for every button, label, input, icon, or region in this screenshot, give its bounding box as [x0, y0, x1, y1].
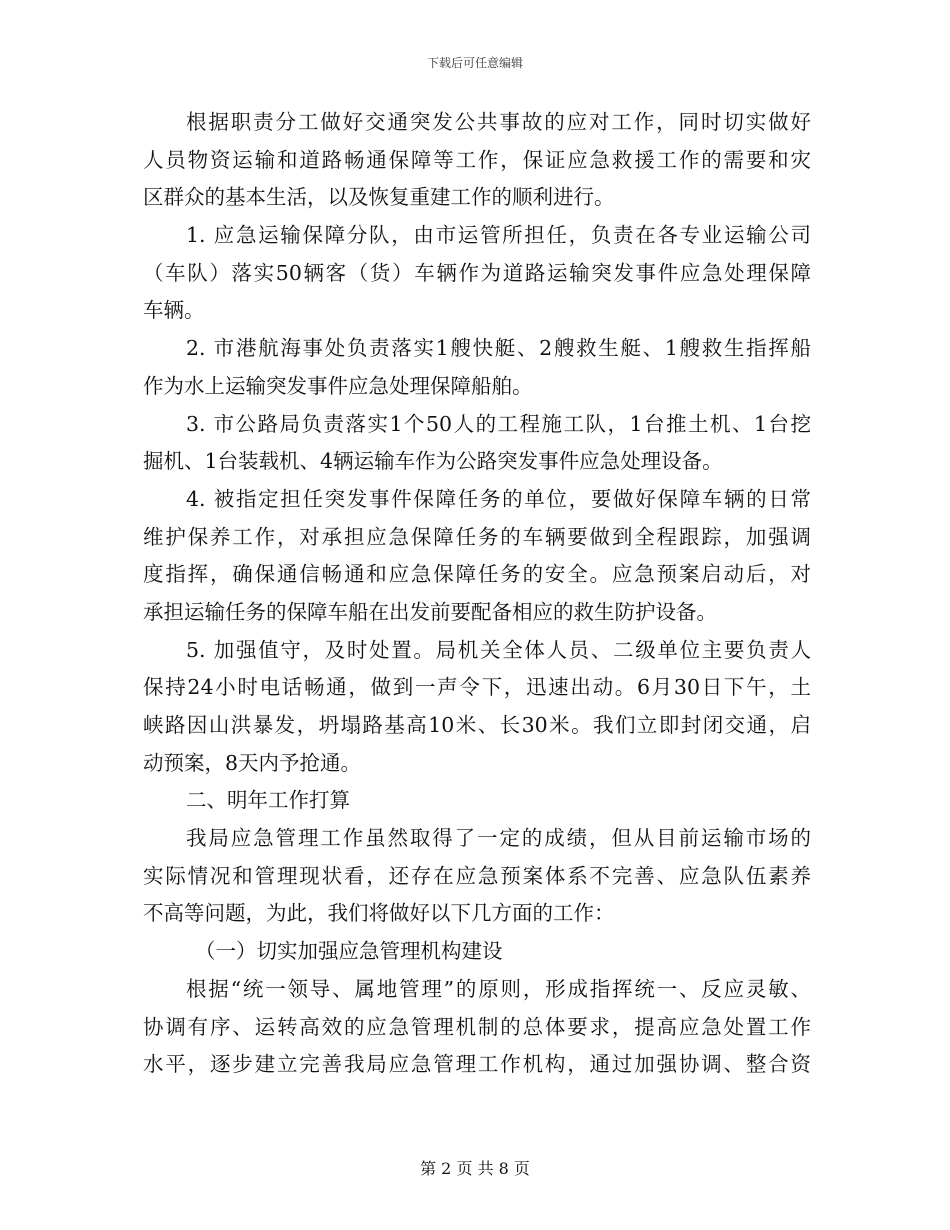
paragraph-line: 4. 被指定担任突发事件保障任务的单位，要做好保障车辆的日常 — [186, 486, 811, 511]
paragraph-line: 不高等问题，为此，我们将做好以下几方面的工作： — [143, 901, 615, 926]
paragraph-line: 区群众的基本生活，以及恢复重建工作的顺利进行。 — [143, 185, 615, 210]
paragraph-line: 根据职责分工做好交通突发公共事故的应对工作，同时切实做好 — [186, 110, 811, 134]
paragraph-line: 承担运输任务的保障车船在出发前要配备相应的救生防护设备。 — [143, 599, 717, 624]
paragraph-line: 我局应急管理工作虽然取得了一定的成绩，但从目前运输市场的 — [186, 826, 811, 851]
paragraph-line: 保持24小时电话畅通，做到一声令下，迅速出动。6月30日下午，土 — [143, 675, 811, 700]
paragraph-line: 实际情况和管理现状看，还存在应急预案体系不完善、应急队伍素养 — [143, 863, 811, 888]
subsection-heading: （一）切实加强应急管理机构建设 — [195, 939, 503, 964]
paragraph-line: 车辆。 — [143, 298, 205, 323]
paragraph-line: 2. 市港航海事处负责落实1艘快艇、2艘救生艇、1艘救生指挥船 — [186, 336, 811, 361]
paragraph-line: 维护保养工作，对承担应急保障任务的车辆要做到全程跟踪，加强调 — [143, 524, 811, 549]
paragraph-line: 水平，逐步建立完善我局应急管理工作机构，通过加强协调、整合资 — [143, 1052, 811, 1077]
paragraph-line: 协调有序、运转高效的应急管理机制的总体要求，提高应急处置工作 — [143, 1014, 811, 1039]
section-heading: 二、明年工作打算 — [186, 788, 350, 813]
paragraph-line: 根据“统一领导、属地管理”的原则，形成指挥统一、反应灵敏、 — [186, 976, 811, 1001]
document-body — [143, 104, 811, 1084]
page-header: 下载后可任意编辑 — [426, 56, 523, 70]
paragraph-line: 3. 市公路局负责落实1个50人的工程施工队，1台推土机、1台挖 — [186, 411, 811, 436]
page-number: 第 2 页 共 8 页 — [420, 1159, 530, 1178]
paragraph-line: 掘机、1台装载机、4辆运输车作为公路突发事件应急处理设备。 — [143, 449, 723, 474]
paragraph-line: 人员物资运输和道路畅通保障等工作，保证应急救援工作的需要和灾 — [143, 147, 811, 172]
paragraph-line: 1. 应急运输保障分队，由市运管所担任，负责在各专业运输公司 — [186, 223, 811, 248]
paragraph-line: 作为水上运输突发事件应急处理保障船舶。 — [143, 373, 533, 398]
paragraph-line: 动预案，8天内予抢通。 — [143, 750, 362, 775]
paragraph-line: 峡路因山洪暴发，坍塌路基高10米、长30米。我们立即封闭交通，启 — [143, 713, 811, 737]
paragraph-line: 度指挥，确保通信畅通和应急保障任务的安全。应急预案启动后，对 — [143, 562, 811, 587]
paragraph-line: （车队）落实50辆客（货）车辆作为道路运输突发事件应急处理保障 — [143, 260, 811, 285]
paragraph-line: 5. 加强值守，及时处置。局机关全体人员、二级单位主要负责人 — [186, 637, 811, 662]
